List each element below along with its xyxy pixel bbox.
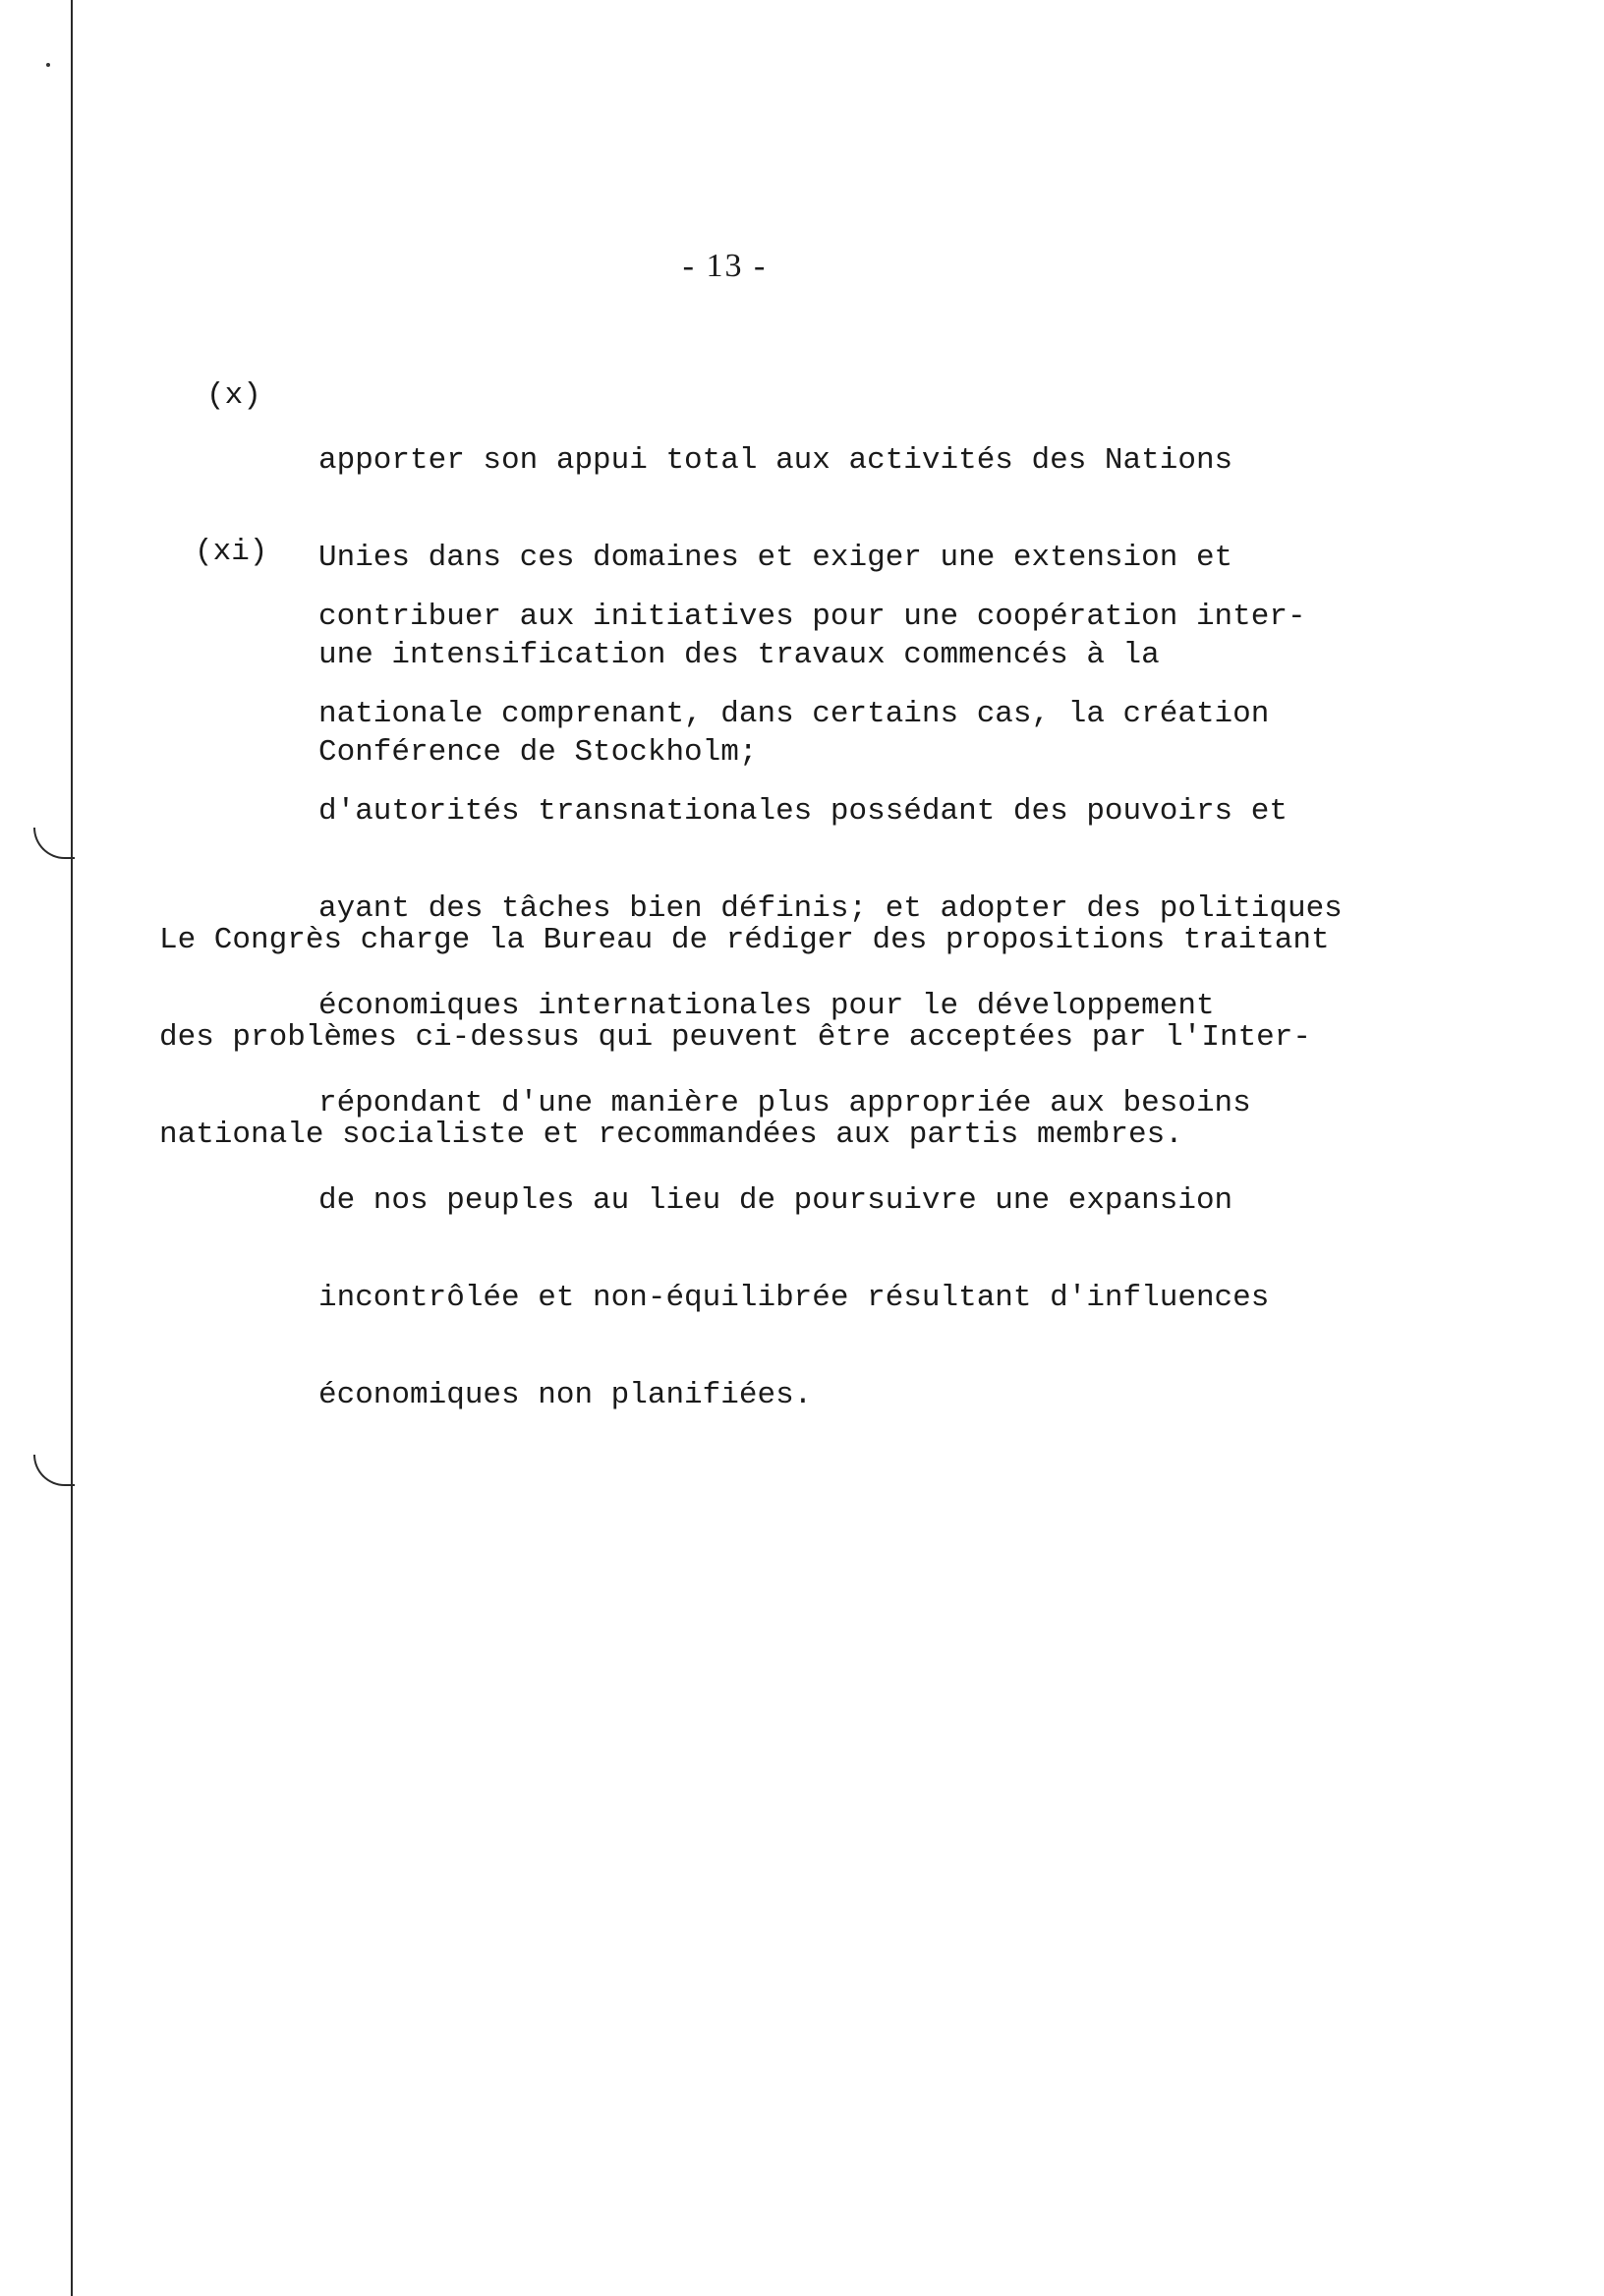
text-line: Conférence de Stockholm;: [318, 735, 758, 770]
text-line: Unies dans ces domaines et exiger une extension et: [318, 541, 1233, 575]
text-line: incontrôlée et non-équilibrée résultant d'influences: [318, 1281, 1270, 1315]
closing-paragraph: [159, 859, 1330, 1183]
text-line: contribuer aux initiatives pour une coopération inter-: [318, 600, 1306, 634]
text-line: économiques non planifiées.: [318, 1378, 813, 1412]
binding-hook-mark: [33, 1455, 75, 1486]
list-item-marker: (x): [206, 378, 261, 413]
text-line: apporter son appui total aux activités des Nations: [318, 443, 1233, 478]
text-line: Le Congrès charge la Bureau de rédiger des propositions traitant: [159, 923, 1330, 957]
binding-line: [71, 0, 73, 2296]
text-line: ayant des tâches bien définis; et adopter des politiques: [318, 891, 1343, 926]
margin-dot: [46, 63, 50, 67]
text-line: d'autorités transnationales possédant des pouvoirs et: [318, 794, 1288, 829]
binding-hook-mark: [33, 828, 75, 859]
text-line: économiques internationales pour le développement: [318, 989, 1215, 1023]
text-line: une intensification des travaux commencés à la: [318, 638, 1160, 672]
text-line: des problèmes ci-dessus qui peuvent être acceptées par l'Inter-: [159, 1020, 1311, 1055]
text-line: nationale socialiste et recommandées aux partis membres.: [159, 1118, 1183, 1152]
text-line: nationale comprenant, dans certains cas, la création: [318, 697, 1270, 731]
list-item-marker: (xi): [195, 535, 268, 569]
page-number: - 13 -: [682, 248, 768, 284]
text-line: répondant d'une manière plus appropriée aux besoins: [318, 1086, 1251, 1120]
text-line: de nos peuples au lieu de poursuivre une expansion: [318, 1183, 1233, 1218]
